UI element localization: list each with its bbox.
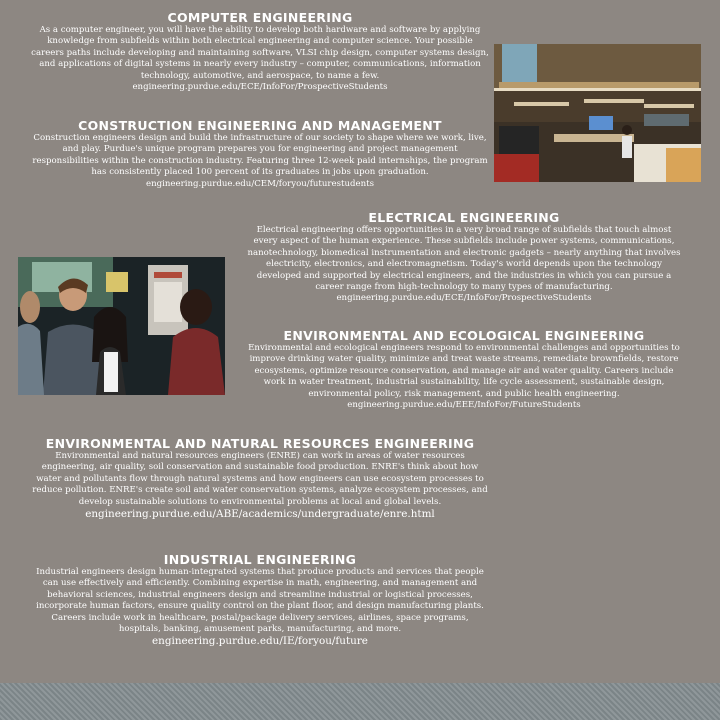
section-environmental-natural-resources — [30, 437, 490, 521]
section-body: Electrical engineering offers opportunities in a very broad range of subfields that touch almost every aspect of the human experience. These subfields include power systems, communications, nanotechnology, biomedical instrumentation and electronic gadgets – nearly anything that involves electricity, electronics, and electromagnetism. Today's world depends upon the technology developed and supported by electrical engineers, and the industries in which you can pursue a career range from high-technology to many types of manufacturing. — [247, 225, 681, 293]
section-title: ENVIRONMENTAL AND NATURAL RESOURCES ENGINEERING — [45, 436, 475, 451]
section-environmental-ecological — [244, 329, 684, 411]
lab-photo — [494, 44, 701, 182]
section-electrical-engineering — [244, 211, 684, 304]
section-link[interactable]: engineering.purdue.edu/ABE/academics/undergraduate/enre.html — [85, 508, 435, 521]
section-link[interactable]: engineering.purdue.edu/ECE/InfoFor/ProspectiveStudents — [336, 293, 592, 304]
section-title: ENVIRONMENTAL AND ECOLOGICAL ENGINEERING — [283, 328, 645, 343]
section-industrial-engineering — [30, 553, 490, 648]
section-body: As a computer engineer, you will have the ability to develop both hardware and software by applying knowledge from subfields within both electrical engineering and computer science. Your possible careers paths include developing and maintaining software, VLSI chip design, computer systems design, and applications of digital systems in nearly every industry – computer, communications, information technology, automotive, and aerospace, to name a few. — [31, 25, 489, 81]
students-photo-image — [18, 257, 225, 395]
section-title: CONSTRUCTION ENGINEERING AND MANAGEMENT — [78, 118, 442, 133]
lab-photo-image — [494, 44, 701, 182]
section-body: Environmental and ecological engineers respond to environmental challenges and opportunities to improve drinking water quality, minimize and treat waste streams, remediate brownfields, restore ecosystems, optimize resource conservation, and manage air and water quality. Careers include work in water treatment, industrial sustainability, life cycle assessment, sustainable design, environmental policy, risk management, and public health engineering. — [248, 343, 680, 399]
section-link[interactable]: engineering.purdue.edu/EEE/InfoFor/FutureStudents — [347, 400, 581, 411]
section-title: INDUSTRIAL ENGINEERING — [163, 552, 357, 567]
section-body: Construction engineers design and build the infrastructure of our society to shape where we work, live, and play. Purdue's unique program prepares you for engineering and project management responsibilities within the construction industry. Featuring three 12-week paid internships, the program has consistently placed 100 percent of its graduates in jobs upon graduation. — [32, 133, 488, 178]
section-body: Industrial engineers design human-integrated systems that produce products and services that people can use effectively and efficiently. Combining expertise in math, engineering, and management and behavioral sciences, industrial engineers design and streamline industrial or logistical processes, incorporate human factors, ensure quality control on the plant floor, and design manufacturing plants. Careers include work in healthcare, postal/package delivery services, airlines, space programs, hospitals, banking, amusement parks, manufacturing, and more. — [36, 567, 484, 635]
section-construction-engineering — [30, 119, 490, 190]
section-body: Environmental and natural resources engineers (ENRE) can work in areas of water resources engineering, air quality, soil conservation and sustainable food production. ENRE's think about how water and pollutants flow through natural systems and how engineers can use ecosystem processes to reduce pollution. ENRE's create soil and water conservation systems, analyze ecosystem processes, and develop sustainable solutions to environmental problems at local and global levels. — [32, 451, 488, 507]
section-title: COMPUTER ENGINEERING — [167, 10, 353, 25]
students-photo — [18, 257, 225, 395]
section-link[interactable]: engineering.purdue.edu/CEM/foryou/futurestudents — [146, 178, 374, 189]
section-computer-engineering — [30, 11, 490, 93]
section-title: ELECTRICAL ENGINEERING — [368, 210, 560, 225]
section-link[interactable]: engineering.purdue.edu/IE/foryou/future — [152, 635, 368, 648]
section-link[interactable]: engineering.purdue.edu/ECE/InfoFor/ProspectiveStudents — [132, 82, 388, 93]
footer-stripe-band — [0, 683, 720, 720]
